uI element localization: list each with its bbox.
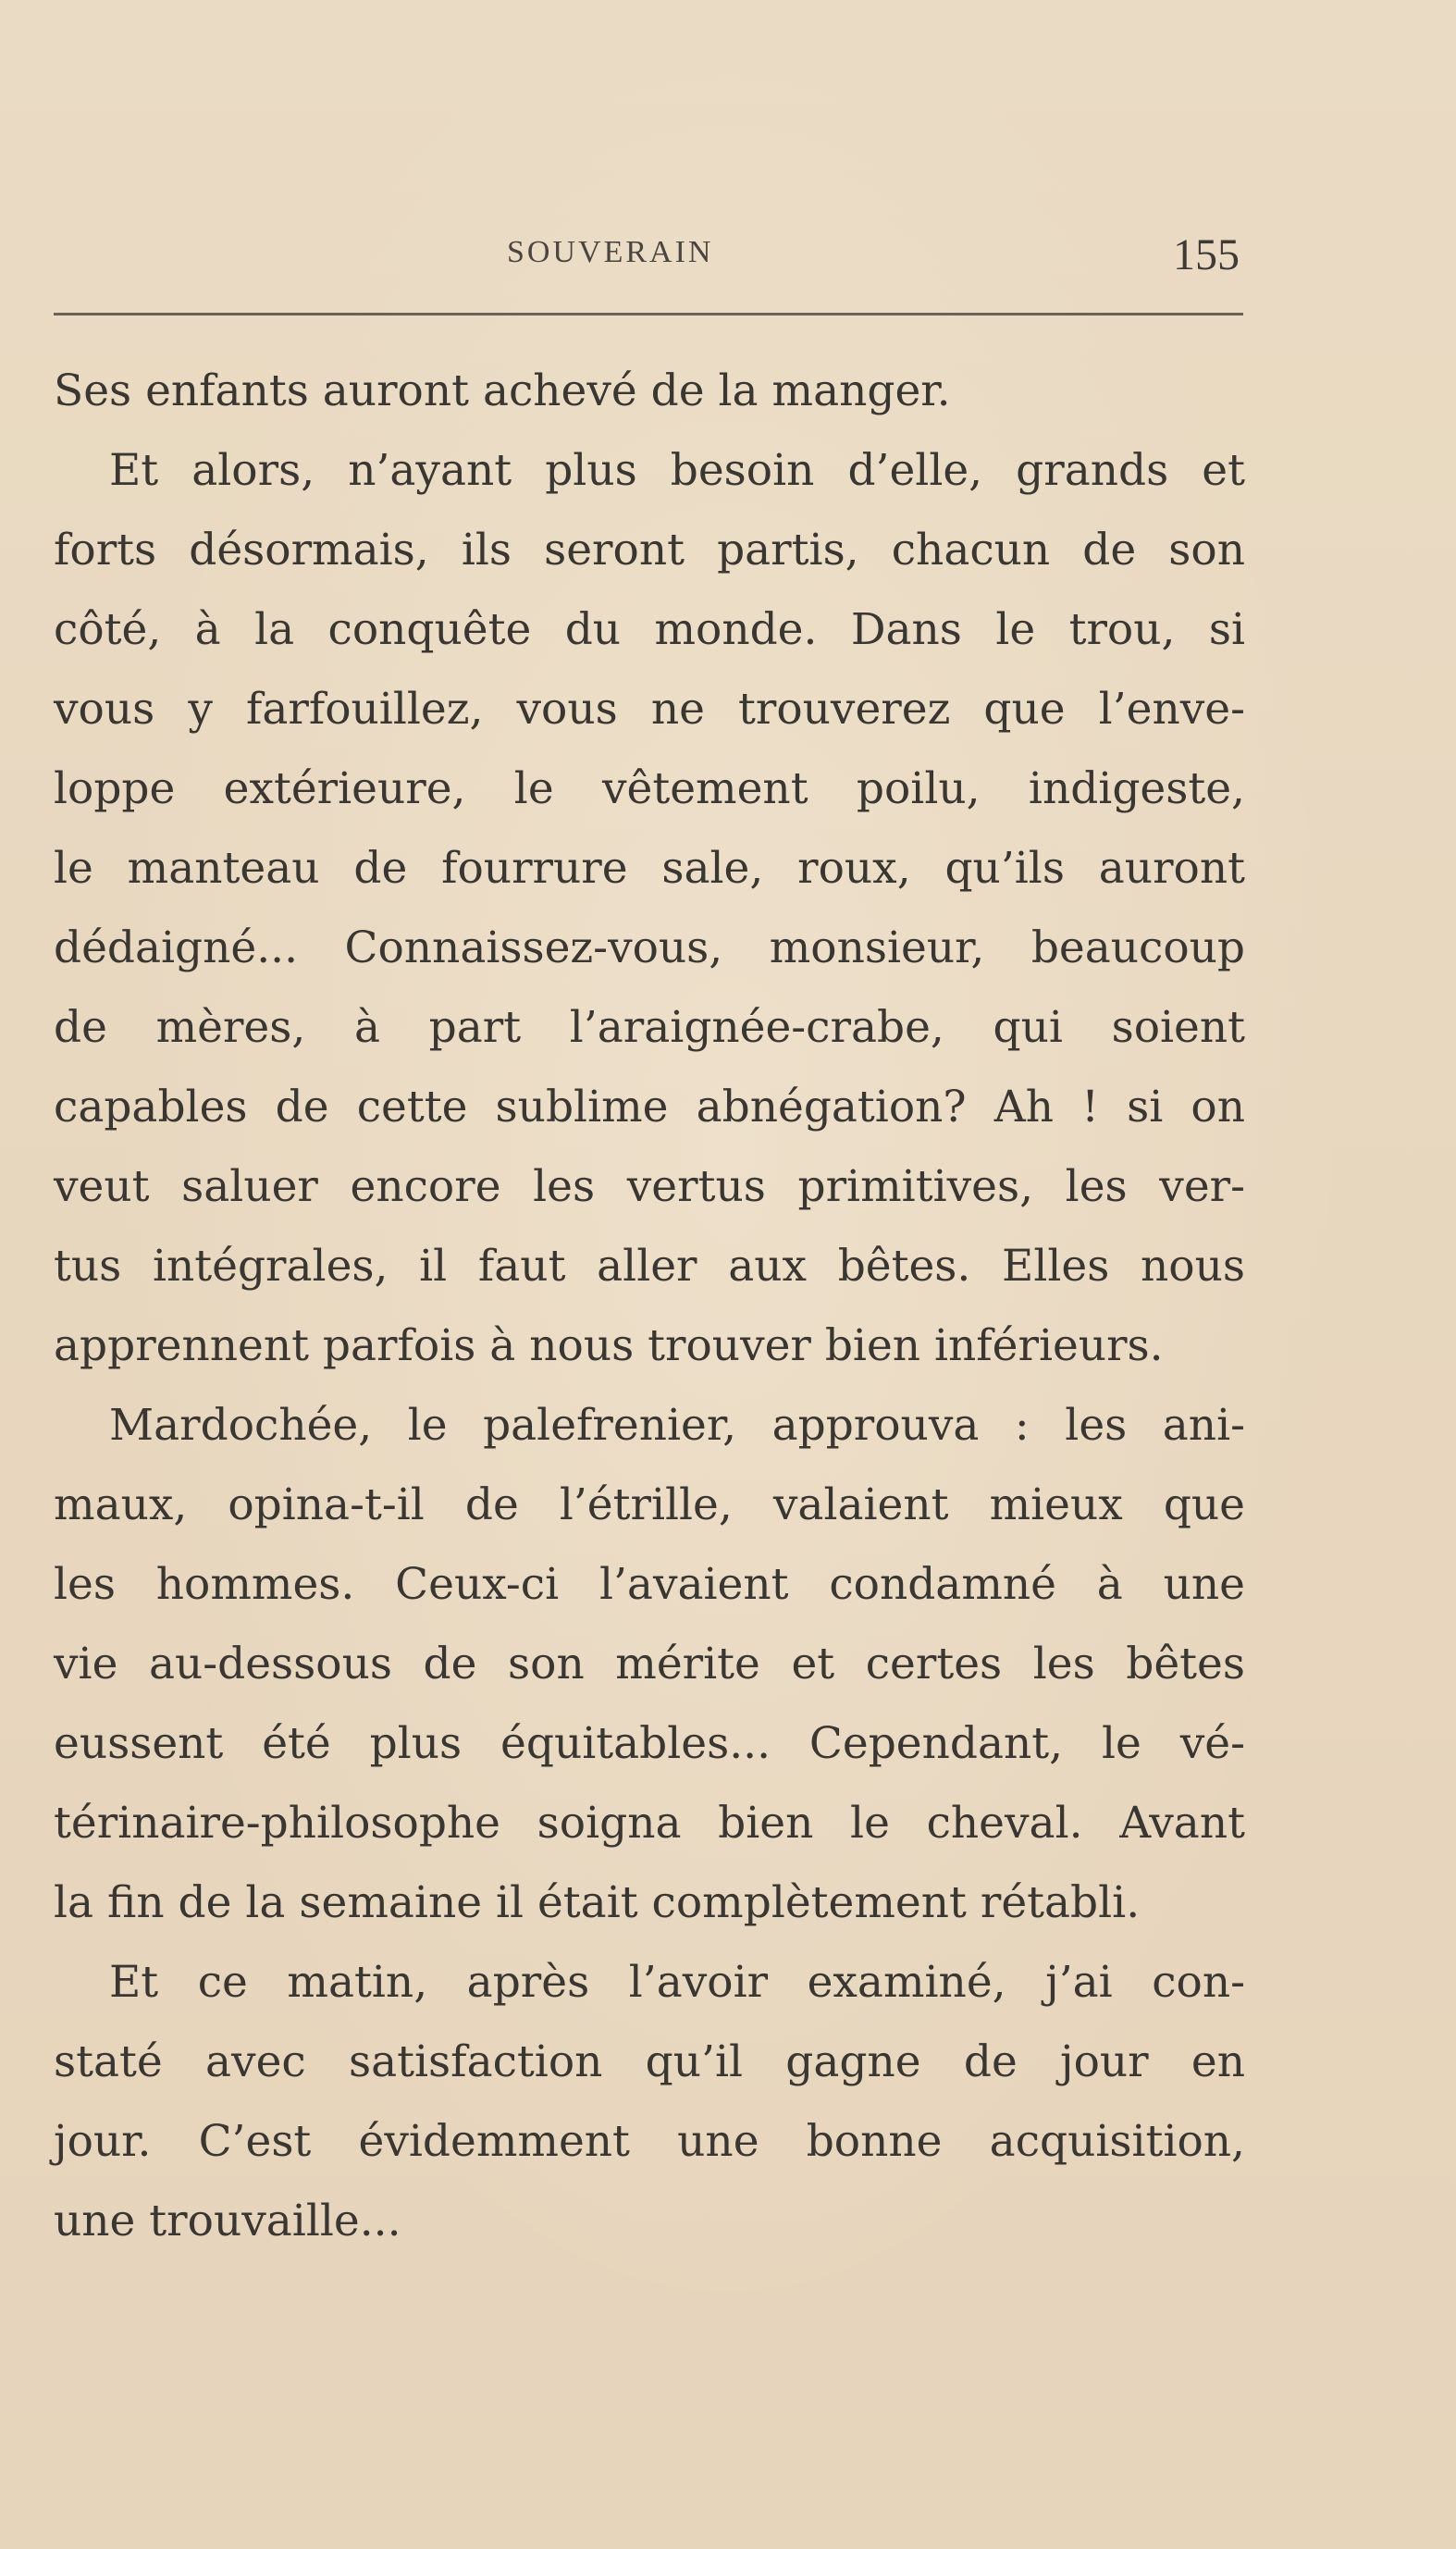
text-line: de mères, à part l’araignée-crabe, qui soient [54, 1002, 1245, 1053]
text-line: Ses enfants auront achevé de la manger. [54, 365, 951, 416]
text-line: vie au-dessous de son mérite et certes les bêtes [54, 1639, 1245, 1689]
text-line: Et alors, n’ayant plus besoin d’elle, grands et [109, 445, 1245, 496]
text-line: eussent été plus équitables... Cependant, le vé- [54, 1718, 1245, 1769]
text-line: les hommes. Ceux-ci l’avaient condamné à une [54, 1559, 1245, 1610]
page-header [54, 229, 1240, 285]
page-number: 155 [1173, 230, 1240, 279]
text-line: staté avec satisfaction qu’il gagne de jour en [54, 2036, 1245, 2087]
text-line: jour. C’est évidemment une bonne acquisition, [54, 2116, 1245, 2167]
text-line: veut saluer encore les vertus primitives, les ver- [54, 1161, 1245, 1212]
text-line: vous y farfouillez, vous ne trouverez que l’enve- [54, 684, 1245, 735]
text-line: tus intégrales, il faut aller aux bêtes. Elles nous [54, 1241, 1245, 1292]
running-title: SOUVERAIN [507, 235, 714, 269]
text-line: capables de cette sublime abnégation? Ah ! si on [54, 1082, 1245, 1132]
header-rule [54, 313, 1243, 316]
text-line: loppe extérieure, le vêtement poilu, indigeste, [54, 763, 1245, 814]
text-line: Et ce matin, après l’avoir examiné, j’ai con- [109, 1957, 1245, 2008]
text-line: apprennent parfois à nous trouver bien inférieurs. [54, 1320, 1164, 1371]
text-line: le manteau de fourrure sale, roux, qu’ils auront [54, 843, 1245, 894]
body-text [54, 352, 1245, 2261]
text-line: dédaigné... Connaissez-vous, monsieur, beaucoup [54, 922, 1245, 973]
text-line: la fin de la semaine il était complètement rétabli. [54, 1877, 1141, 1928]
text-line: térinaire-philosophe soigna bien le cheval. Avant [54, 1798, 1245, 1849]
text-line: Mardochée, le palefrenier, approuva : les ani- [109, 1400, 1245, 1451]
text-line: forts désormais, ils seront partis, chacun de son [54, 525, 1245, 575]
text-line: côté, à la conquête du monde. Dans le trou, si [54, 604, 1245, 655]
text-line: une trouvaille... [54, 2196, 401, 2246]
text-line: maux, opina-t-il de l’étrille, valaient mieux que [54, 1479, 1245, 1530]
